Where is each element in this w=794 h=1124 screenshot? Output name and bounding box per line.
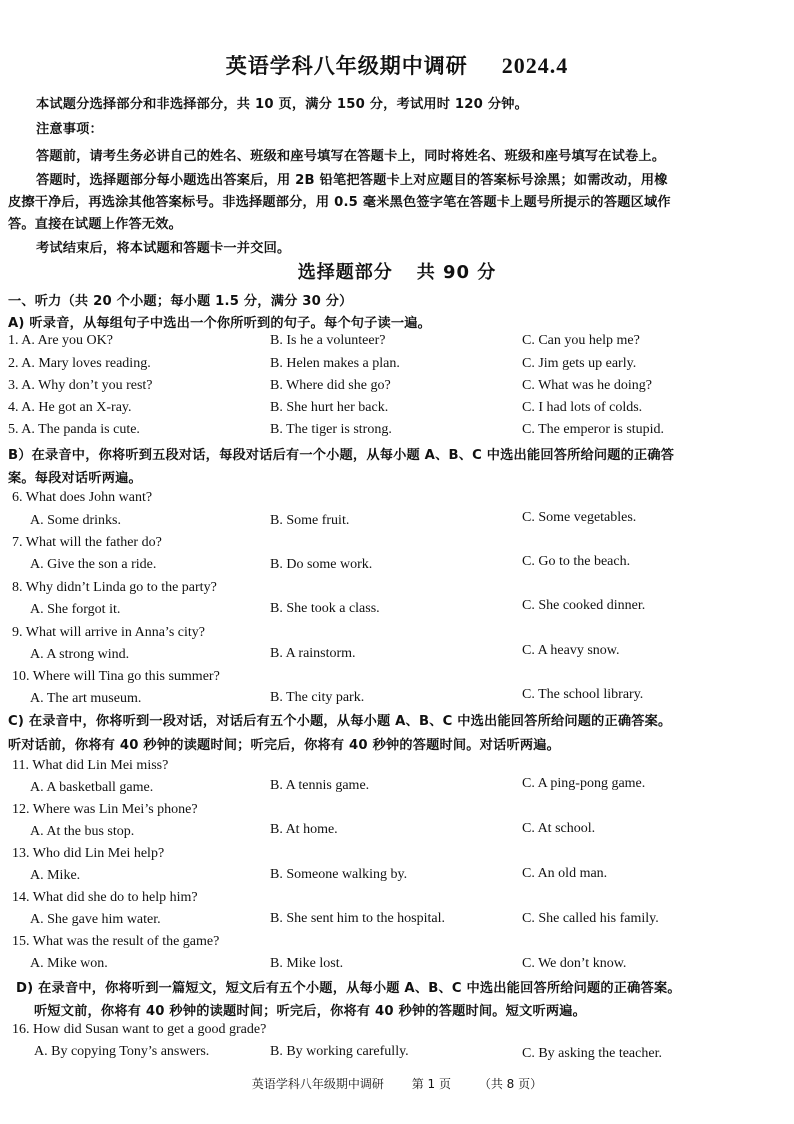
question-14: 14. What did she do to help him? bbox=[12, 890, 198, 905]
exam-title bbox=[0, 50, 794, 80]
option-2c: C. Jim gets up early. bbox=[522, 356, 637, 371]
option-9b: B. A rainstorm. bbox=[270, 646, 356, 661]
option-3c: C. What was he doing? bbox=[522, 378, 652, 393]
question-15: 15. What was the result of the game? bbox=[12, 934, 220, 949]
option-1a: 1. A. Are you OK? bbox=[8, 333, 113, 348]
option-14c: C. She called his family. bbox=[522, 911, 659, 926]
question-16: 16. How did Susan want to get a good grade? bbox=[12, 1022, 267, 1037]
title-text: 英语学科八年级期中调研 bbox=[225, 54, 468, 78]
question-10: 10. Where will Tina go this summer? bbox=[12, 669, 220, 684]
part-d-instruction-1: D) 在录音中，你将听到一篇短文，短文后有五个小题，从每小题 A、B、C 中选出能回答所给问题的正确答案。 bbox=[16, 981, 681, 996]
section-score: 共 90 分 bbox=[416, 262, 497, 283]
footer-total-pages: （共 8 页） bbox=[478, 1077, 543, 1091]
option-10c: C. The school library. bbox=[522, 687, 644, 702]
question-7: 7. What will the father do? bbox=[12, 535, 162, 550]
page-footer bbox=[0, 1075, 794, 1092]
question-13: 13. Who did Lin Mei help? bbox=[12, 846, 165, 861]
option-12c: C. At school. bbox=[522, 821, 596, 836]
footer-page-number: 第 1 页 bbox=[411, 1077, 451, 1091]
option-14a: A. She gave him water. bbox=[30, 912, 161, 927]
question-12: 12. Where was Lin Mei’s phone? bbox=[12, 802, 198, 817]
option-5a: 5. A. The panda is cute. bbox=[8, 422, 140, 437]
option-8c: C. She cooked dinner. bbox=[522, 598, 646, 613]
option-7b: B. Do some work. bbox=[270, 557, 373, 572]
part1-heading: 一、听力（共 20 个小题；每小题 1.5 分，满分 30 分） bbox=[8, 294, 353, 309]
notice-p2b: 皮擦干净后，再选涂其他答案标号。非选择题部分，用 0.5 毫米黑色签字笔在答题卡上题号所提示的答题区域作 bbox=[8, 195, 671, 210]
option-16c: C. By asking the teacher. bbox=[522, 1046, 662, 1061]
part-b-instruction-2: 案。每段对话听两遍。 bbox=[8, 471, 142, 486]
footer-exam-name: 英语学科八年级期中调研 bbox=[251, 1077, 384, 1091]
section-name: 选择题部分 bbox=[297, 262, 393, 283]
option-16a: A. By copying Tony’s answers. bbox=[34, 1044, 210, 1059]
option-4c: C. I had lots of colds. bbox=[522, 400, 643, 415]
option-6b: B. Some fruit. bbox=[270, 513, 350, 528]
option-6a: A. Some drinks. bbox=[30, 513, 121, 528]
option-8a: A. She forgot it. bbox=[30, 602, 121, 617]
option-9a: A. A strong wind. bbox=[30, 647, 130, 662]
option-2a: 2. A. Mary loves reading. bbox=[8, 356, 151, 371]
option-5b: B. The tiger is strong. bbox=[270, 422, 392, 437]
notice-p3: 考试结束后，将本试题和答题卡一并交回。 bbox=[36, 241, 291, 256]
option-3b: B. Where did she go? bbox=[270, 378, 391, 393]
option-8b: B. She took a class. bbox=[270, 601, 380, 616]
part-a-instruction: A) 听录音，从每组句子中选出一个你所听到的句子。每个句子读一遍。 bbox=[8, 316, 432, 331]
option-12a: A. At the bus stop. bbox=[30, 824, 135, 839]
part-d-instruction-2: 听短文前，你将有 40 秒钟的读题时间；听完后，你将有 40 秒钟的答题时间。短文听两遍。 bbox=[34, 1004, 587, 1019]
part-b-instruction-1: B）在录音中，你将听到五段对话，每段对话后有一个小题，从每小题 A、B、C 中选出能回答所给问题的正确答 bbox=[8, 448, 675, 463]
option-15b: B. Mike lost. bbox=[270, 956, 344, 971]
option-12b: B. At home. bbox=[270, 822, 338, 837]
option-9c: C. A heavy snow. bbox=[522, 643, 620, 658]
section-heading bbox=[0, 258, 794, 284]
option-2b: B. Helen makes a plan. bbox=[270, 356, 400, 371]
option-3a: 3. A. Why don’t you rest? bbox=[8, 378, 153, 393]
question-6: 6. What does John want? bbox=[12, 490, 153, 505]
option-16b: B. By working carefully. bbox=[270, 1044, 409, 1059]
notice-heading: 注意事项： bbox=[36, 122, 103, 137]
question-8: 8. Why didn’t Linda go to the party? bbox=[12, 580, 217, 595]
option-11a: A. A basketball game. bbox=[30, 780, 154, 795]
notice-p1: 答题前，请考生务必讲自己的姓名、班级和座号填写在答题卡上，同时将姓名、班级和座号填写在试卷上。 bbox=[36, 149, 666, 164]
option-10a: A. The art museum. bbox=[30, 691, 142, 706]
option-14b: B. She sent him to the hospital. bbox=[270, 911, 445, 926]
intro-line: 本试题分选择部分和非选择部分，共 10 页，满分 150 分，考试用时 120 分钟。 bbox=[36, 97, 528, 112]
option-4a: 4. A. He got an X-ray. bbox=[8, 400, 132, 415]
option-1c: C. Can you help me? bbox=[522, 333, 640, 348]
notice-p2c: 答。直接在试题上作答无效。 bbox=[8, 217, 183, 232]
question-9: 9. What will arrive in Anna’s city? bbox=[12, 625, 205, 640]
part-c-instruction-1: C) 在录音中，你将听到一段对话，对话后有五个小题，从每小题 A、B、C 中选出能回答所给问题的正确答案。 bbox=[8, 714, 672, 729]
option-6c: C. Some vegetables. bbox=[522, 510, 637, 525]
notice-p2a: 答题时，选择题部分每小题选出答案后，用 2B 铅笔把答题卡上对应题目的答案标号涂黑；如需改动，用橡 bbox=[36, 173, 668, 188]
option-11b: B. A tennis game. bbox=[270, 778, 370, 793]
option-13b: B. Someone walking by. bbox=[270, 867, 408, 882]
option-11c: C. A ping-pong game. bbox=[522, 776, 646, 791]
option-13a: A. Mike. bbox=[30, 868, 81, 883]
option-7a: A. Give the son a ride. bbox=[30, 557, 157, 572]
option-15c: C. We don’t know. bbox=[522, 956, 627, 971]
option-5c: C. The emperor is stupid. bbox=[522, 422, 665, 437]
option-13c: C. An old man. bbox=[522, 866, 608, 881]
option-7c: C. Go to the beach. bbox=[522, 554, 631, 569]
option-10b: B. The city park. bbox=[270, 690, 365, 705]
question-11: 11. What did Lin Mei miss? bbox=[12, 758, 169, 773]
option-4b: B. She hurt her back. bbox=[270, 400, 389, 415]
option-15a: A. Mike won. bbox=[30, 956, 108, 971]
title-date: 2024.4 bbox=[501, 53, 569, 78]
option-1b: B. Is he a volunteer? bbox=[270, 333, 386, 348]
part-c-instruction-2: 听对话前，你将有 40 秒钟的读题时间；听完后，你将有 40 秒钟的答题时间。对话听两遍。 bbox=[8, 738, 561, 753]
